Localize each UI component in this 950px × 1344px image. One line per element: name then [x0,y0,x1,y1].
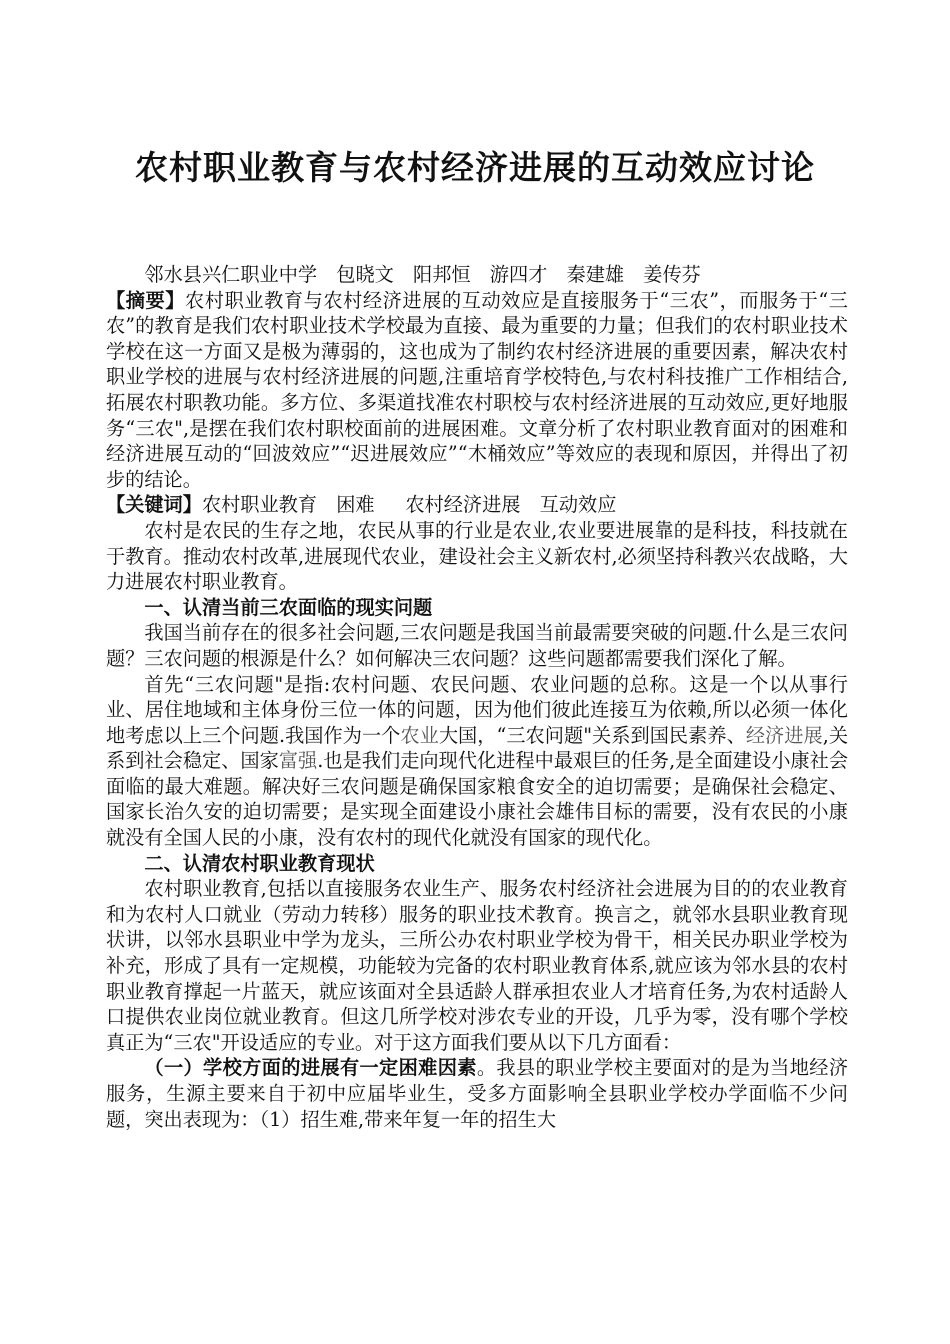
section-heading: 二、认清农村职业教育现状 [144,851,375,875]
keyword: 互动效应 [539,493,617,517]
text-run: 大国，“三农问题"关系到国民素养、 [438,723,746,747]
body-paragraph: 农村职业教育,包括以直接服务农业生产、服务农村经济社会进展为目的的农业教育和为农村人口就业（劳动力转移）服务的职业技术教育。换言之，就邻水县职业教育现状讲，以邻水县职业中学为龙头，三所公办农村职业学校为骨干，相关民办职业学校为补充，形成了具有一定规模，功能较为完备的农村职业教育体系,就应该为邻水县的农村职业教育撑起一片蓝天，就应该面对全县适龄人群承担农业人才培育任务,为农村适龄人口提供农业岗位就业教育。但这几所学校对涉农专业的开设，几乎为零，没有哪个学校真正为“三农"开设适应的专业。对于这方面我们要从以下几方面看： [106,877,848,1054]
text-run: 首先“三农问题"是指:农村问题、农民问题、农业问题的总称。这是一个以从事行业、居住地域和主体身份三位一体的问题，因为他们彼此连接互为依赖,所以必须一体化地考虑以上三个问题.我国作为一个 [106,672,848,747]
author-name: 姜传芬 [643,263,701,286]
author-name: 秦建雄 [566,263,625,286]
author-line [106,262,848,288]
author-name: 阳邦恒 [413,263,471,286]
abstract-text: 农村职业教育与农村经济进展的互动效应是直接服务于“三农”，而服务于“三农”的教育是我们农村职业技术学校最为直接、最为重要的力量；但我们的农村职业技术学校在这一方面又是极为薄弱的，这也成为了制约农村经济进展的重要因素，解决农村职业学校的进展与农村经济进展的问题,注重培育学校特色,与农村科技推广工作相结合,拓展农村职教功能。多方位、多渠道找准农村职校与农村经济进展的互动效应,更好地服务“三农",是摆在我们农村职校面前的进展困难。文章分析了农村职业教育面对的困难和经济进展互动的“回波效应”“迟进展效应”“木桶效应”等效应的表现和原因，并得出了初步的结论。 [106,288,848,491]
keywords-label: 【关键词】 [106,493,202,517]
body-paragraph: 我国当前存在的很多社会问题,三农问题是我国当前最需要突破的问题.什么是三农问题？三农问题的根源是什么？如何解决三农问题？这些问题都需要我们深化了解。 [106,621,848,670]
keyword: 农村经济进展 [405,493,521,517]
document-body [106,262,848,1132]
section-heading: 一、认清当前三农面临的现实问题 [144,595,433,619]
keyword: 农村职业教育 [201,493,318,517]
keywords-line [106,492,848,518]
abstract-paragraph [106,288,848,493]
hyperlink-text[interactable]: 富强 [278,749,318,773]
intro-paragraph: 农村是农民的生存之地，农民从事的行业是农业,农业要进展靠的是科技，科技就在于教育。推动农村改革,进展现代农业，建设社会主义新农村,必须坚持科教兴农战略，大力进展农村职业教育。 [106,518,848,594]
abstract-label: 【摘要】 [106,288,186,312]
keyword: 困难 [336,493,375,517]
body-paragraph [106,1055,848,1132]
text-run: 。我县的职业学校主要面对的是为当地经济服务，生源主要来自于初中应届毕业生，受多方面影响全县职业学校办学面临不少问题，突出表现为：（1）招生难,带来年复一年的招生大 [106,1056,849,1131]
body-paragraph [106,672,848,851]
hyperlink-text[interactable]: 农业 [400,723,439,747]
author-org: 邻水县兴仁职业中学 [144,263,318,286]
author-name: 包晓文 [336,263,394,286]
subsection-heading: （一）学校方面的进展有一定困难因素 [144,1056,477,1080]
text-run: .也是我们走向现代化进程中最艰巨的任务,是全面建设小康社会面临的最大难题。解决好三农问题是确保国家粮食安全的迫切需要；是确保社会稳定、国家长治久安的迫切需要；是实现全面建设小康社会雄伟目标的需要，没有农民的小康就没有全国人民的小康，没有农村的现代化就没有国家的现代化。 [106,749,849,850]
text-run: ,关系到社会稳定、国家 [106,723,849,773]
hyperlink-text[interactable]: 经济进展 [745,723,823,747]
document-title: 农村职业教育与农村经济进展的互动效应讨论 [135,148,815,187]
author-name: 游四才 [489,263,548,286]
